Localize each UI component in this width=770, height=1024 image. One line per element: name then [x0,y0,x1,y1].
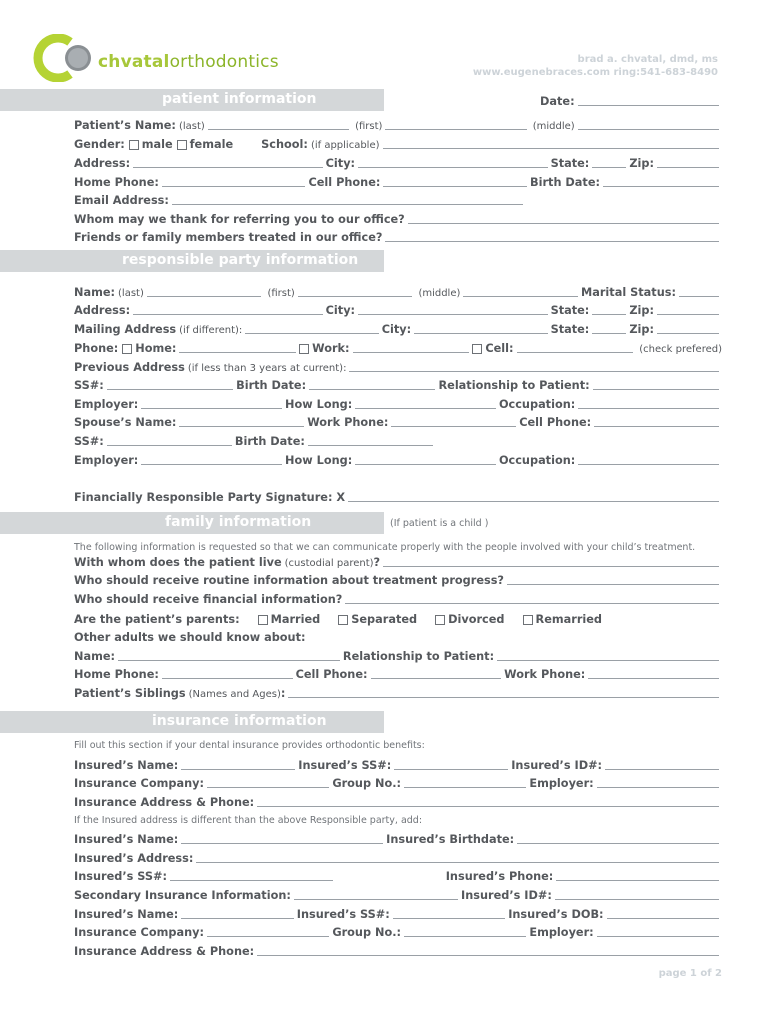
friends-row[interactable]: Friends or family members treated in our office? [74,229,722,244]
married-checkbox[interactable] [258,615,268,625]
page-number: page 1 of 2 [658,968,722,979]
section-bar-patient: patient information [0,89,384,111]
spouse-name-row[interactable]: Spouse’s Name: Work Phone: Cell Phone: [74,414,722,429]
doctor-name: brad a. chvatal, dmd, ms [577,54,718,65]
sec-name-row[interactable]: Insured’s Name: Insured’s SS#: Insured’s DOB: [74,906,722,921]
spouse-ss-row[interactable]: SS#: Birth Date: [74,433,436,448]
sec-address-row[interactable]: Insurance Address & Phone: [74,943,722,958]
separated-checkbox[interactable] [338,615,348,625]
financial-info-row[interactable]: Who should receive financial information? [74,591,722,606]
patient-address-row[interactable]: Address: City: State: Zip: [74,155,722,170]
section-bar-insurance: insurance information [0,711,384,733]
other-adults-label: Other adults we should know about: [74,631,306,644]
cell-phone-checkbox[interactable] [472,344,482,354]
brand-name: chvatalorthodontics [98,52,279,72]
rp-mailing-row[interactable]: Mailing Address (if different): City: State: Zip: [74,321,722,336]
spouse-employer-row[interactable]: Employer: How Long: Occupation: [74,452,722,467]
ins-company-row[interactable]: Insurance Company: Group No.: Employer: [74,775,722,790]
adult-name-row[interactable]: Name: Relationship to Patient: [74,648,722,663]
ins2-ss-row[interactable]: Insured’s SS#: Insured’s Phone: [74,868,722,883]
ins2-name-row[interactable]: Insured’s Name: Insured’s Birthdate: [74,831,722,846]
diff-address-note: If the Insured address is different than the above Responsible party, add: [74,815,423,826]
remarried-checkbox[interactable] [523,615,533,625]
siblings-row[interactable]: Patient’s Siblings (Names and Ages) : [74,685,722,700]
logo-icon [30,34,94,82]
rp-name-row[interactable]: Name: (last) (first) (middle) Marital Status: [74,284,722,299]
live-with-row[interactable]: With whom does the patient live (custodial parent) ? [74,554,722,569]
secondary-row[interactable]: Secondary Insurance Information: Insured’s ID#: [74,887,722,902]
sec-company-row[interactable]: Insurance Company: Group No.: Employer: [74,924,722,939]
rp-previous-address-row[interactable]: Previous Address (if less than 3 years at current): [74,359,722,374]
signature-row[interactable]: Financially Responsible Party Signature: X [74,489,722,504]
rp-phone-row[interactable]: Phone: Home: Work: Cell: (check prefered) [74,342,722,355]
if-child-note: (If patient is a child ) [390,518,489,529]
contact-info [473,53,718,79]
home-phone-checkbox[interactable] [122,344,132,354]
family-intro: The following information is requested so that we can communicate properly with the people involved with your child’s treatment. [74,542,696,553]
section-bar-family: family information [0,512,384,534]
section-bar-responsible: responsible party information [0,250,384,272]
date-field[interactable]: Date: [540,93,722,108]
website-phone: www.eugenebraces.com ring:541-683-8490 [472,67,718,78]
email-row[interactable]: Email Address: [74,192,526,207]
rp-ss-row[interactable]: SS#: Birth Date: Relationship to Patient: [74,377,722,392]
work-phone-checkbox[interactable] [299,344,309,354]
male-checkbox[interactable] [129,140,139,150]
female-checkbox[interactable] [177,140,187,150]
adult-phone-row[interactable]: Home Phone: Cell Phone: Work Phone: [74,666,722,681]
ins-name-row[interactable]: Insured’s Name: Insured’s SS#: Insured’s ID#: [74,757,722,772]
parents-status-row[interactable]: Are the patient’s parents: Married Separated Divorced Remarried [74,613,603,626]
gender-school-row[interactable]: Gender: male female School: (if applicable) [74,136,722,151]
rp-address-row[interactable]: Address: City: State: Zip: [74,302,722,317]
ins2-address-row[interactable]: Insured’s Address: [74,850,722,865]
divorced-checkbox[interactable] [435,615,445,625]
patient-name-row[interactable]: Patient’s Name: (last) (first) (middle) [74,117,722,132]
insurance-intro: Fill out this section if your dental insurance provides orthodontic benefits: [74,740,425,751]
patient-phone-row[interactable]: Home Phone: Cell Phone: Birth Date: [74,174,722,189]
routine-info-row[interactable]: Who should receive routine information about treatment progress? [74,572,722,587]
referral-row[interactable]: Whom may we thank for referring you to our office? [74,211,722,226]
rp-employer-row[interactable]: Employer: How Long: Occupation: [74,396,722,411]
ins-address-row[interactable]: Insurance Address & Phone: [74,794,722,809]
